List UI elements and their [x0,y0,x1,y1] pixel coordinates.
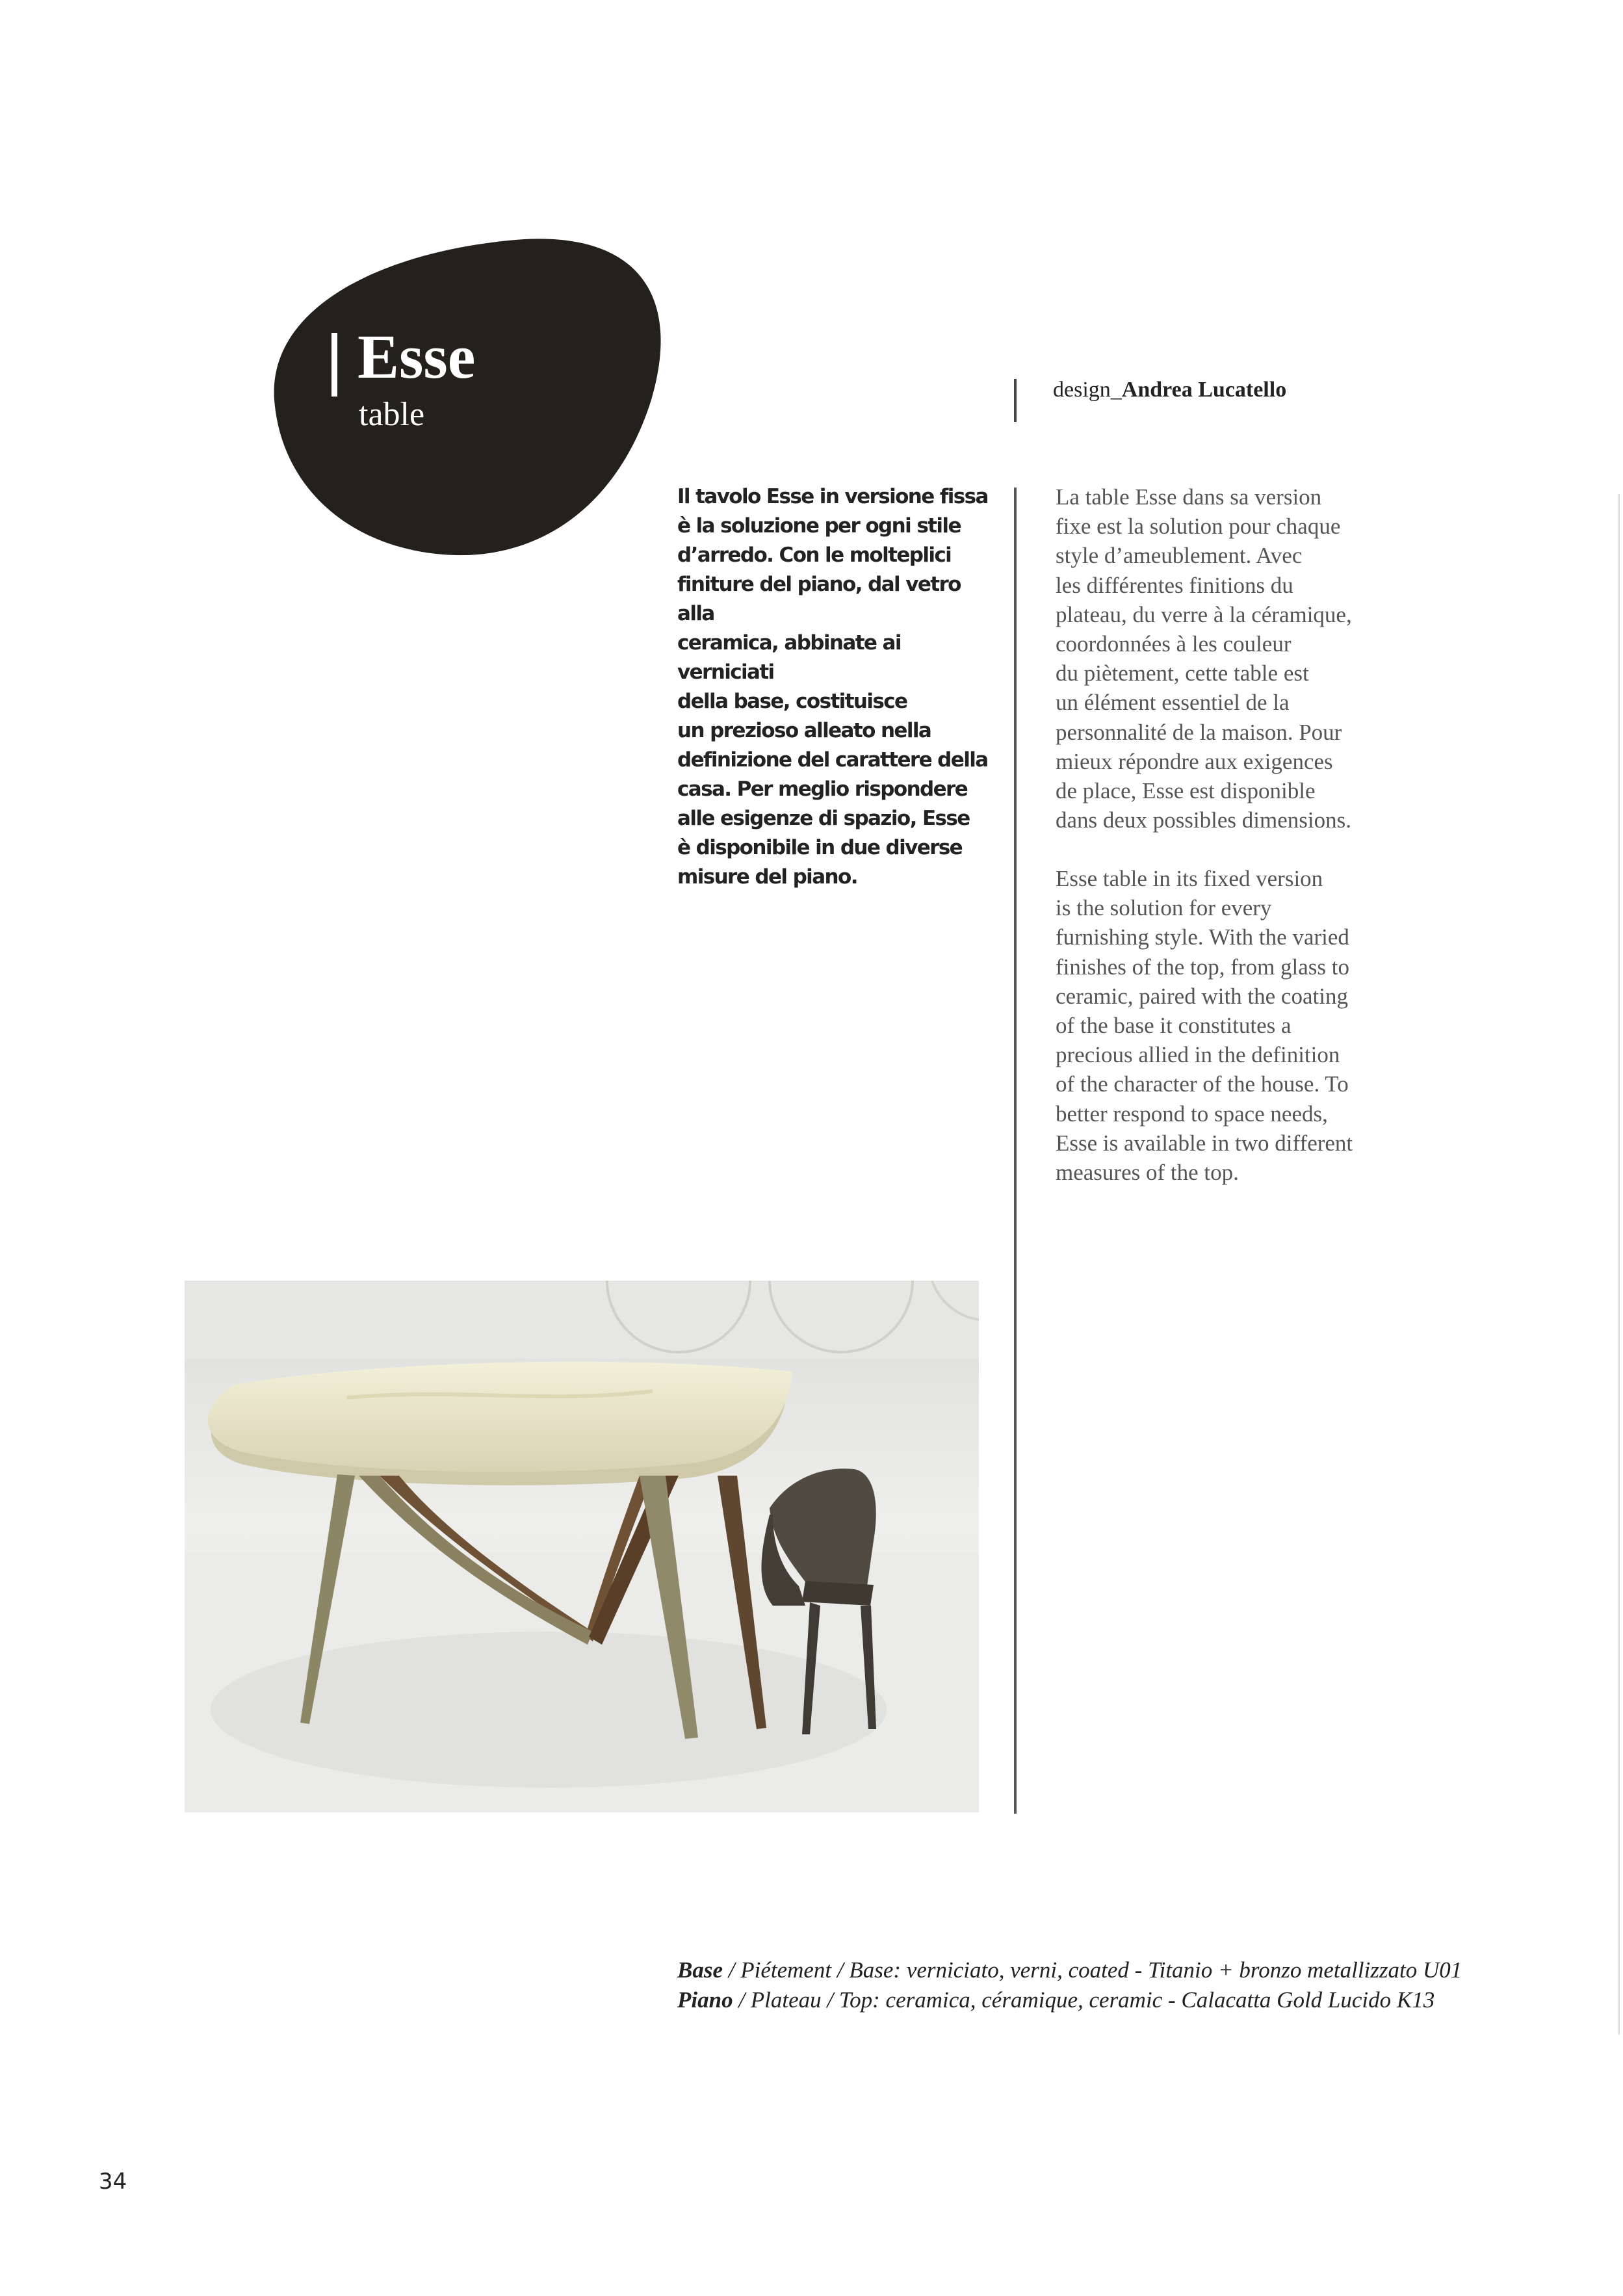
title-blob-shape [268,237,666,556]
product-title: Esse [357,322,476,391]
page-edge-line [1618,494,1620,2035]
column-divider [1014,488,1017,1814]
spec-top-text: / Plateau / Top: ceramica, céramique, ceramic - Calacatta Gold Lucido K13 [733,1987,1435,2013]
page-number: 34 [99,2169,127,2195]
design-prefix: design_ [1053,378,1122,402]
description-french: La table Esse dans sa version fixe est la solution pour chaque style d’ameublement. Avec les différentes finitions du plateau, du verre à la céramique, coordonnées à les couleur du piètement, cette table est un élément essentiel de la personnalité de la maison. Pour mieux répondre aux exigences de place, Esse est disponible dans deux possibles dimensions. [1056,484,1352,833]
spec-top [677,1985,1462,2015]
title-accent-bar [331,333,337,397]
product-photo [185,1281,979,1812]
designer-name: Andrea Lucatello [1121,378,1287,402]
design-divider [1014,379,1017,422]
spec-top-label: Piano [677,1987,733,2013]
spec-base-text: / Piétement / Base: verniciato, verni, coated - Titanio + bronzo metallizzato U01 [723,1957,1462,1983]
designer-credit [1053,376,1286,404]
product-subtitle: table [359,396,425,433]
description-italian: Il tavolo Esse in versione fissa è la soluzione per ogni stile d’arredo. Con le molteplici finiture del piano, dal vetro alla ceramica, abbinate ai verniciati della base, costituisce un prezioso alleato nella definizione del carattere della casa. Per meglio rispondere alle esigenze di spazio, Esse è disponibile in due diverse misure del piano. [677,485,988,889]
specifications [677,1955,1462,2015]
spec-base-label: Base [677,1957,723,1983]
description-english: Esse table in its fixed version is the solution for every furnishing style. With the varied finishes of the top, from glass to ceramic, paired with the coating of the base it constitutes a precious allied in the definition of the character of the house. To better respond to space needs, Esse is available in two different measures of the top. [1056,866,1353,1186]
spec-base [677,1955,1462,1985]
